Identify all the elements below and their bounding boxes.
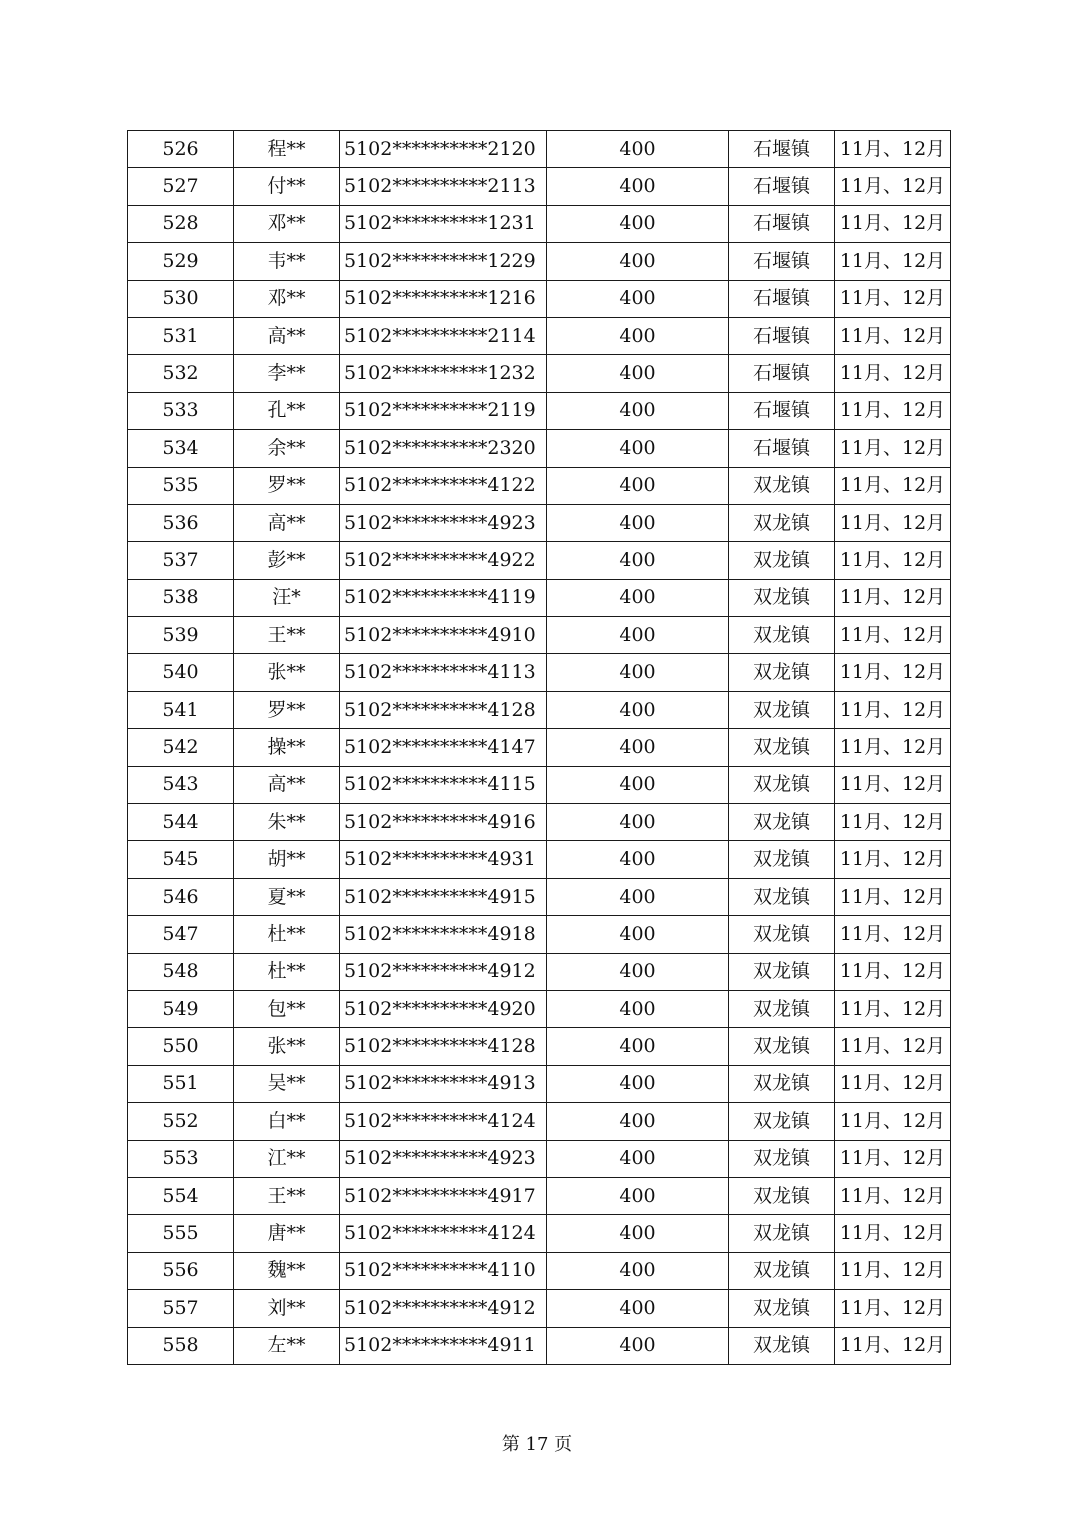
table-row <box>128 1177 951 1214</box>
page-number: 第 17 页 <box>501 1434 573 1455</box>
town-cell: 双龙镇 <box>729 953 835 990</box>
row-number-cell: 527 <box>128 168 234 205</box>
table-row <box>128 430 951 467</box>
table-row <box>128 916 951 953</box>
id-number-cell: 5102**********4916 <box>340 804 547 841</box>
row-number-cell: 550 <box>128 1028 234 1065</box>
row-number-cell: 534 <box>128 430 234 467</box>
row-number-cell: 552 <box>128 1103 234 1140</box>
town-cell: 双龙镇 <box>729 1103 835 1140</box>
months-cell: 11月、12月 <box>835 1290 951 1327</box>
town-cell: 双龙镇 <box>729 804 835 841</box>
table-body <box>128 131 951 1365</box>
name-cell: 罗** <box>234 467 340 504</box>
table-row <box>128 617 951 654</box>
row-number-cell: 529 <box>128 243 234 280</box>
town-cell: 石堰镇 <box>729 430 835 467</box>
table-row <box>128 542 951 579</box>
town-cell: 双龙镇 <box>729 691 835 728</box>
town-cell: 石堰镇 <box>729 280 835 317</box>
amount-cell: 400 <box>547 617 729 654</box>
months-cell: 11月、12月 <box>835 953 951 990</box>
amount-cell: 400 <box>547 392 729 429</box>
months-cell: 11月、12月 <box>835 1327 951 1364</box>
name-cell: 白** <box>234 1103 340 1140</box>
table-row <box>128 579 951 616</box>
name-cell: 汪* <box>234 579 340 616</box>
months-cell: 11月、12月 <box>835 579 951 616</box>
amount-cell: 400 <box>547 1327 729 1364</box>
amount-cell: 400 <box>547 990 729 1027</box>
row-number-cell: 538 <box>128 579 234 616</box>
name-cell: 魏** <box>234 1252 340 1289</box>
table-row <box>128 1290 951 1327</box>
table-row <box>128 1103 951 1140</box>
name-cell: 左** <box>234 1327 340 1364</box>
row-number-cell: 545 <box>128 841 234 878</box>
town-cell: 双龙镇 <box>729 1140 835 1177</box>
months-cell: 11月、12月 <box>835 1215 951 1252</box>
row-number-cell: 536 <box>128 504 234 541</box>
name-cell: 邓** <box>234 205 340 242</box>
row-number-cell: 537 <box>128 542 234 579</box>
row-number-cell: 540 <box>128 654 234 691</box>
row-number-cell: 535 <box>128 467 234 504</box>
town-cell: 石堰镇 <box>729 355 835 392</box>
table-row <box>128 467 951 504</box>
amount-cell: 400 <box>547 878 729 915</box>
row-number-cell: 554 <box>128 1177 234 1214</box>
name-cell: 杜** <box>234 953 340 990</box>
name-cell: 罗** <box>234 691 340 728</box>
name-cell: 操** <box>234 729 340 766</box>
town-cell: 双龙镇 <box>729 579 835 616</box>
table-row <box>128 392 951 429</box>
name-cell: 邓** <box>234 280 340 317</box>
months-cell: 11月、12月 <box>835 542 951 579</box>
months-cell: 11月、12月 <box>835 1140 951 1177</box>
table-row <box>128 355 951 392</box>
id-number-cell: 5102**********4918 <box>340 916 547 953</box>
name-cell: 吴** <box>234 1065 340 1102</box>
months-cell: 11月、12月 <box>835 467 951 504</box>
town-cell: 石堰镇 <box>729 131 835 168</box>
town-cell: 石堰镇 <box>729 168 835 205</box>
amount-cell: 400 <box>547 317 729 354</box>
months-cell: 11月、12月 <box>835 205 951 242</box>
town-cell: 双龙镇 <box>729 467 835 504</box>
amount-cell: 400 <box>547 1177 729 1214</box>
town-cell: 双龙镇 <box>729 1065 835 1102</box>
amount-cell: 400 <box>547 804 729 841</box>
name-cell: 刘** <box>234 1290 340 1327</box>
amount-cell: 400 <box>547 131 729 168</box>
beneficiary-table <box>127 130 951 1365</box>
row-number-cell: 528 <box>128 205 234 242</box>
id-number-cell: 5102**********4110 <box>340 1252 547 1289</box>
name-cell: 王** <box>234 617 340 654</box>
table-row <box>128 280 951 317</box>
name-cell: 高** <box>234 504 340 541</box>
table-row <box>128 1028 951 1065</box>
months-cell: 11月、12月 <box>835 617 951 654</box>
table-row <box>128 729 951 766</box>
months-cell: 11月、12月 <box>835 243 951 280</box>
row-number-cell: 557 <box>128 1290 234 1327</box>
table-row <box>128 1140 951 1177</box>
id-number-cell: 5102**********4124 <box>340 1215 547 1252</box>
name-cell: 王** <box>234 1177 340 1214</box>
town-cell: 双龙镇 <box>729 766 835 803</box>
months-cell: 11月、12月 <box>835 916 951 953</box>
amount-cell: 400 <box>547 1065 729 1102</box>
id-number-cell: 5102**********1216 <box>340 280 547 317</box>
table-row <box>128 504 951 541</box>
months-cell: 11月、12月 <box>835 131 951 168</box>
table-row <box>128 766 951 803</box>
months-cell: 11月、12月 <box>835 654 951 691</box>
name-cell: 杜** <box>234 916 340 953</box>
id-number-cell: 5102**********1232 <box>340 355 547 392</box>
row-number-cell: 551 <box>128 1065 234 1102</box>
row-number-cell: 555 <box>128 1215 234 1252</box>
amount-cell: 400 <box>547 953 729 990</box>
row-number-cell: 548 <box>128 953 234 990</box>
name-cell: 彭** <box>234 542 340 579</box>
amount-cell: 400 <box>547 430 729 467</box>
table-row <box>128 205 951 242</box>
table-row <box>128 131 951 168</box>
row-number-cell: 553 <box>128 1140 234 1177</box>
row-number-cell: 539 <box>128 617 234 654</box>
name-cell: 高** <box>234 766 340 803</box>
id-number-cell: 5102**********4922 <box>340 542 547 579</box>
months-cell: 11月、12月 <box>835 841 951 878</box>
amount-cell: 400 <box>547 1140 729 1177</box>
id-number-cell: 5102**********4119 <box>340 579 547 616</box>
amount-cell: 400 <box>547 579 729 616</box>
id-number-cell: 5102**********4911 <box>340 1327 547 1364</box>
town-cell: 石堰镇 <box>729 392 835 429</box>
id-number-cell: 5102**********4915 <box>340 878 547 915</box>
id-number-cell: 5102**********4147 <box>340 729 547 766</box>
table-row <box>128 654 951 691</box>
id-number-cell: 5102**********2114 <box>340 317 547 354</box>
row-number-cell: 533 <box>128 392 234 429</box>
id-number-cell: 5102**********4923 <box>340 504 547 541</box>
id-number-cell: 5102**********1231 <box>340 205 547 242</box>
table-row <box>128 1065 951 1102</box>
town-cell: 双龙镇 <box>729 542 835 579</box>
id-number-cell: 5102**********2113 <box>340 168 547 205</box>
months-cell: 11月、12月 <box>835 878 951 915</box>
name-cell: 朱** <box>234 804 340 841</box>
amount-cell: 400 <box>547 542 729 579</box>
town-cell: 双龙镇 <box>729 1290 835 1327</box>
id-number-cell: 5102**********4917 <box>340 1177 547 1214</box>
town-cell: 双龙镇 <box>729 990 835 1027</box>
months-cell: 11月、12月 <box>835 1177 951 1214</box>
months-cell: 11月、12月 <box>835 355 951 392</box>
town-cell: 石堰镇 <box>729 317 835 354</box>
amount-cell: 400 <box>547 916 729 953</box>
id-number-cell: 5102**********4115 <box>340 766 547 803</box>
name-cell: 张** <box>234 1028 340 1065</box>
months-cell: 11月、12月 <box>835 1028 951 1065</box>
row-number-cell: 549 <box>128 990 234 1027</box>
months-cell: 11月、12月 <box>835 766 951 803</box>
row-number-cell: 558 <box>128 1327 234 1364</box>
id-number-cell: 5102**********2320 <box>340 430 547 467</box>
id-number-cell: 5102**********4910 <box>340 617 547 654</box>
name-cell: 程** <box>234 131 340 168</box>
months-cell: 11月、12月 <box>835 504 951 541</box>
row-number-cell: 542 <box>128 729 234 766</box>
town-cell: 双龙镇 <box>729 729 835 766</box>
table-row <box>128 841 951 878</box>
months-cell: 11月、12月 <box>835 1252 951 1289</box>
row-number-cell: 532 <box>128 355 234 392</box>
town-cell: 双龙镇 <box>729 617 835 654</box>
row-number-cell: 547 <box>128 916 234 953</box>
name-cell: 包** <box>234 990 340 1027</box>
id-number-cell: 5102**********4912 <box>340 953 547 990</box>
amount-cell: 400 <box>547 1290 729 1327</box>
months-cell: 11月、12月 <box>835 804 951 841</box>
name-cell: 孔** <box>234 392 340 429</box>
table-row <box>128 953 951 990</box>
town-cell: 石堰镇 <box>729 205 835 242</box>
amount-cell: 400 <box>547 504 729 541</box>
amount-cell: 400 <box>547 1215 729 1252</box>
months-cell: 11月、12月 <box>835 729 951 766</box>
town-cell: 双龙镇 <box>729 1252 835 1289</box>
row-number-cell: 546 <box>128 878 234 915</box>
amount-cell: 400 <box>547 467 729 504</box>
amount-cell: 400 <box>547 1103 729 1140</box>
id-number-cell: 5102**********1229 <box>340 243 547 280</box>
table-row <box>128 990 951 1027</box>
town-cell: 双龙镇 <box>729 1327 835 1364</box>
amount-cell: 400 <box>547 1252 729 1289</box>
months-cell: 11月、12月 <box>835 1065 951 1102</box>
id-number-cell: 5102**********4128 <box>340 691 547 728</box>
months-cell: 11月、12月 <box>835 317 951 354</box>
name-cell: 唐** <box>234 1215 340 1252</box>
table-row <box>128 243 951 280</box>
months-cell: 11月、12月 <box>835 168 951 205</box>
id-number-cell: 5102**********4122 <box>340 467 547 504</box>
row-number-cell: 543 <box>128 766 234 803</box>
id-number-cell: 5102**********2120 <box>340 131 547 168</box>
amount-cell: 400 <box>547 691 729 728</box>
months-cell: 11月、12月 <box>835 691 951 728</box>
amount-cell: 400 <box>547 168 729 205</box>
amount-cell: 400 <box>547 766 729 803</box>
months-cell: 11月、12月 <box>835 1103 951 1140</box>
town-cell: 石堰镇 <box>729 243 835 280</box>
table-row <box>128 317 951 354</box>
table-row <box>128 168 951 205</box>
months-cell: 11月、12月 <box>835 280 951 317</box>
row-number-cell: 530 <box>128 280 234 317</box>
id-number-cell: 5102**********4912 <box>340 1290 547 1327</box>
town-cell: 双龙镇 <box>729 878 835 915</box>
amount-cell: 400 <box>547 205 729 242</box>
town-cell: 双龙镇 <box>729 1177 835 1214</box>
months-cell: 11月、12月 <box>835 392 951 429</box>
months-cell: 11月、12月 <box>835 990 951 1027</box>
name-cell: 余** <box>234 430 340 467</box>
table-row <box>128 1327 951 1364</box>
row-number-cell: 544 <box>128 804 234 841</box>
name-cell: 胡** <box>234 841 340 878</box>
amount-cell: 400 <box>547 243 729 280</box>
town-cell: 双龙镇 <box>729 916 835 953</box>
amount-cell: 400 <box>547 355 729 392</box>
table-row <box>128 878 951 915</box>
row-number-cell: 556 <box>128 1252 234 1289</box>
town-cell: 双龙镇 <box>729 841 835 878</box>
table-row <box>128 804 951 841</box>
id-number-cell: 5102**********4920 <box>340 990 547 1027</box>
town-cell: 双龙镇 <box>729 654 835 691</box>
name-cell: 韦** <box>234 243 340 280</box>
months-cell: 11月、12月 <box>835 430 951 467</box>
name-cell: 李** <box>234 355 340 392</box>
amount-cell: 400 <box>547 280 729 317</box>
id-number-cell: 5102**********2119 <box>340 392 547 429</box>
row-number-cell: 531 <box>128 317 234 354</box>
town-cell: 双龙镇 <box>729 504 835 541</box>
name-cell: 张** <box>234 654 340 691</box>
amount-cell: 400 <box>547 1028 729 1065</box>
row-number-cell: 541 <box>128 691 234 728</box>
name-cell: 江** <box>234 1140 340 1177</box>
table-row <box>128 1252 951 1289</box>
amount-cell: 400 <box>547 729 729 766</box>
row-number-cell: 526 <box>128 131 234 168</box>
id-number-cell: 5102**********4124 <box>340 1103 547 1140</box>
id-number-cell: 5102**********4923 <box>340 1140 547 1177</box>
table-row <box>128 691 951 728</box>
id-number-cell: 5102**********4113 <box>340 654 547 691</box>
id-number-cell: 5102**********4913 <box>340 1065 547 1102</box>
id-number-cell: 5102**********4931 <box>340 841 547 878</box>
amount-cell: 400 <box>547 654 729 691</box>
town-cell: 双龙镇 <box>729 1028 835 1065</box>
name-cell: 高** <box>234 317 340 354</box>
name-cell: 夏** <box>234 878 340 915</box>
amount-cell: 400 <box>547 841 729 878</box>
table-row <box>128 1215 951 1252</box>
name-cell: 付** <box>234 168 340 205</box>
town-cell: 双龙镇 <box>729 1215 835 1252</box>
id-number-cell: 5102**********4128 <box>340 1028 547 1065</box>
